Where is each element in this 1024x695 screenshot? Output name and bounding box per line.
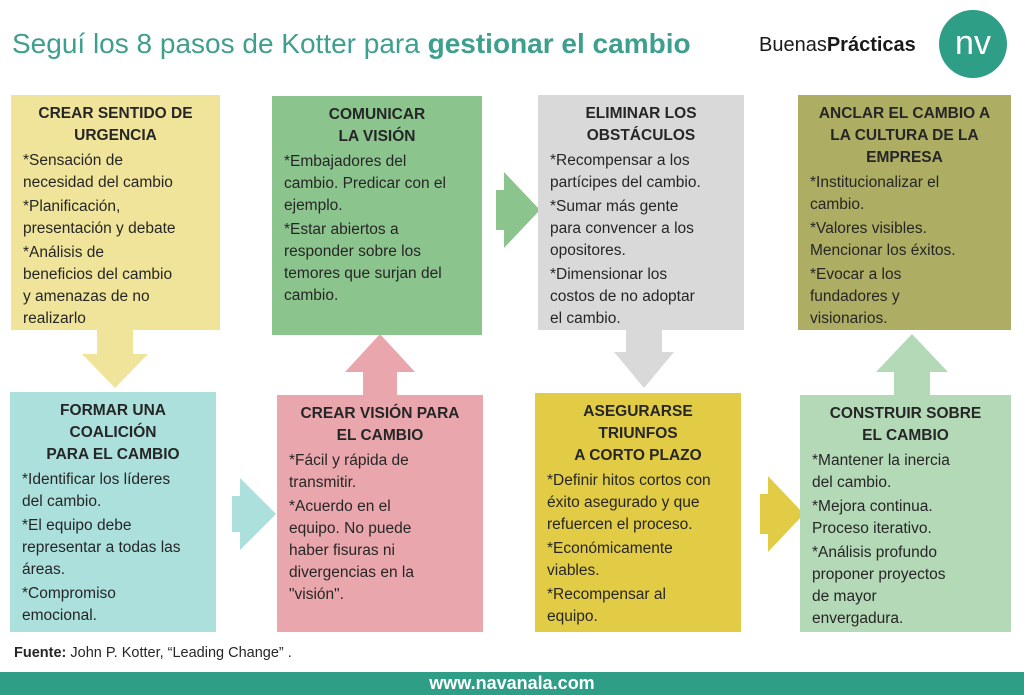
brand-normal: Buenas: [759, 34, 827, 56]
step-item: *Recompensar a los partícipes del cambio.: [550, 152, 701, 191]
arrow-up-vision: [343, 334, 417, 396]
step-anclar-cambio: [798, 95, 1011, 330]
page-title: [12, 28, 691, 60]
step-item: *Acuerdo en el equipo. No puede haber fisuras ni divergencias en la "visión".: [289, 498, 414, 603]
step-item: *Análisis de beneficios del cambio y amenazas de no realizarlo: [23, 244, 173, 327]
step-formar-coalicion: [10, 392, 216, 632]
arrow-right-coalicion: [232, 478, 278, 550]
step-title: ELIMINAR LOS OBSTÁCULOS: [585, 105, 697, 144]
step-title: CONSTRUIR SOBRE EL CAMBIO: [829, 405, 982, 444]
title-normal: Seguí los 8 pasos de Kotter para: [12, 28, 428, 59]
step-item: *Institucionalizar el cambio.: [810, 174, 940, 213]
source-text: John P. Kotter, “Leading Change” .: [66, 645, 292, 661]
step-title: ANCLAR EL CAMBIO A LA CULTURA DE LA EMPRESA: [818, 105, 991, 166]
step-item: *Planificación, presentación y debate: [23, 198, 176, 237]
step-item: *Mejora continua. Proceso iterativo.: [812, 498, 933, 537]
brand-name: [759, 34, 916, 57]
step-construir-cambio: [800, 395, 1011, 632]
step-title: ASEGURARSE TRIUNFOS A CORTO PLAZO: [574, 403, 702, 464]
step-crear-urgencia: [11, 95, 220, 330]
step-item: *Valores visibles. Mencionar los éxitos.: [810, 220, 956, 259]
arrow-down-obstaculos: [612, 330, 676, 392]
step-comunicar-vision: [272, 96, 482, 335]
step-title: CREAR SENTIDO DE URGENCIA: [38, 105, 193, 144]
step-item: *Mantener la inercia del cambio.: [812, 452, 950, 491]
nv-logo: nv: [939, 10, 1007, 78]
source-label: Fuente:: [14, 645, 67, 661]
arrow-up-construir: [874, 334, 950, 396]
step-item: *Análisis profundo proponer proyectos de mayor envergadura.: [812, 544, 946, 627]
arrow-down-urgencia: [80, 330, 150, 392]
step-item: *Evocar a los fundadores y visionarios.: [810, 266, 902, 327]
step-item: *El equipo debe representar a todas las áreas.: [22, 517, 181, 578]
step-item: *Fácil y rápida de transmitir.: [289, 452, 409, 491]
step-item: *Sensación de necesidad del cambio: [23, 152, 173, 191]
step-item: *Definir hitos cortos con éxito asegurado y que refuercen el proceso.: [547, 472, 711, 533]
brand-bold: Prácticas: [826, 34, 916, 56]
step-title: CREAR VISIÓN PARA EL CAMBIO: [300, 405, 460, 444]
step-item: *Económicamente viables.: [547, 540, 673, 579]
step-item: *Identificar los líderes del cambio.: [22, 471, 171, 510]
step-triunfos-corto-plazo: [535, 393, 741, 632]
step-item: *Recompensar al equipo.: [547, 586, 666, 625]
arrow-right-comunicar: [496, 172, 542, 248]
step-item: *Dimensionar los costos de no adoptar el cambio.: [550, 266, 695, 327]
step-item: *Estar abiertos a responder sobre los temores que surjan del cambio.: [284, 221, 442, 304]
step-crear-vision: [277, 395, 483, 632]
step-title: FORMAR UNA COALICIÓN PARA EL CAMBIO: [46, 402, 180, 463]
footer-url[interactable]: www.navanala.com: [0, 672, 1024, 695]
step-eliminar-obstaculos: [538, 95, 744, 330]
source-note: [14, 645, 292, 661]
step-title: COMUNICAR LA VISIÓN: [328, 106, 426, 145]
step-item: *Embajadores del cambio. Predicar con el ejemplo.: [284, 153, 446, 214]
step-item: *Sumar más gente para convencer a los opositores.: [550, 198, 694, 259]
title-bold: gestionar el cambio: [427, 28, 691, 59]
step-item: *Compromiso emocional.: [22, 585, 116, 624]
